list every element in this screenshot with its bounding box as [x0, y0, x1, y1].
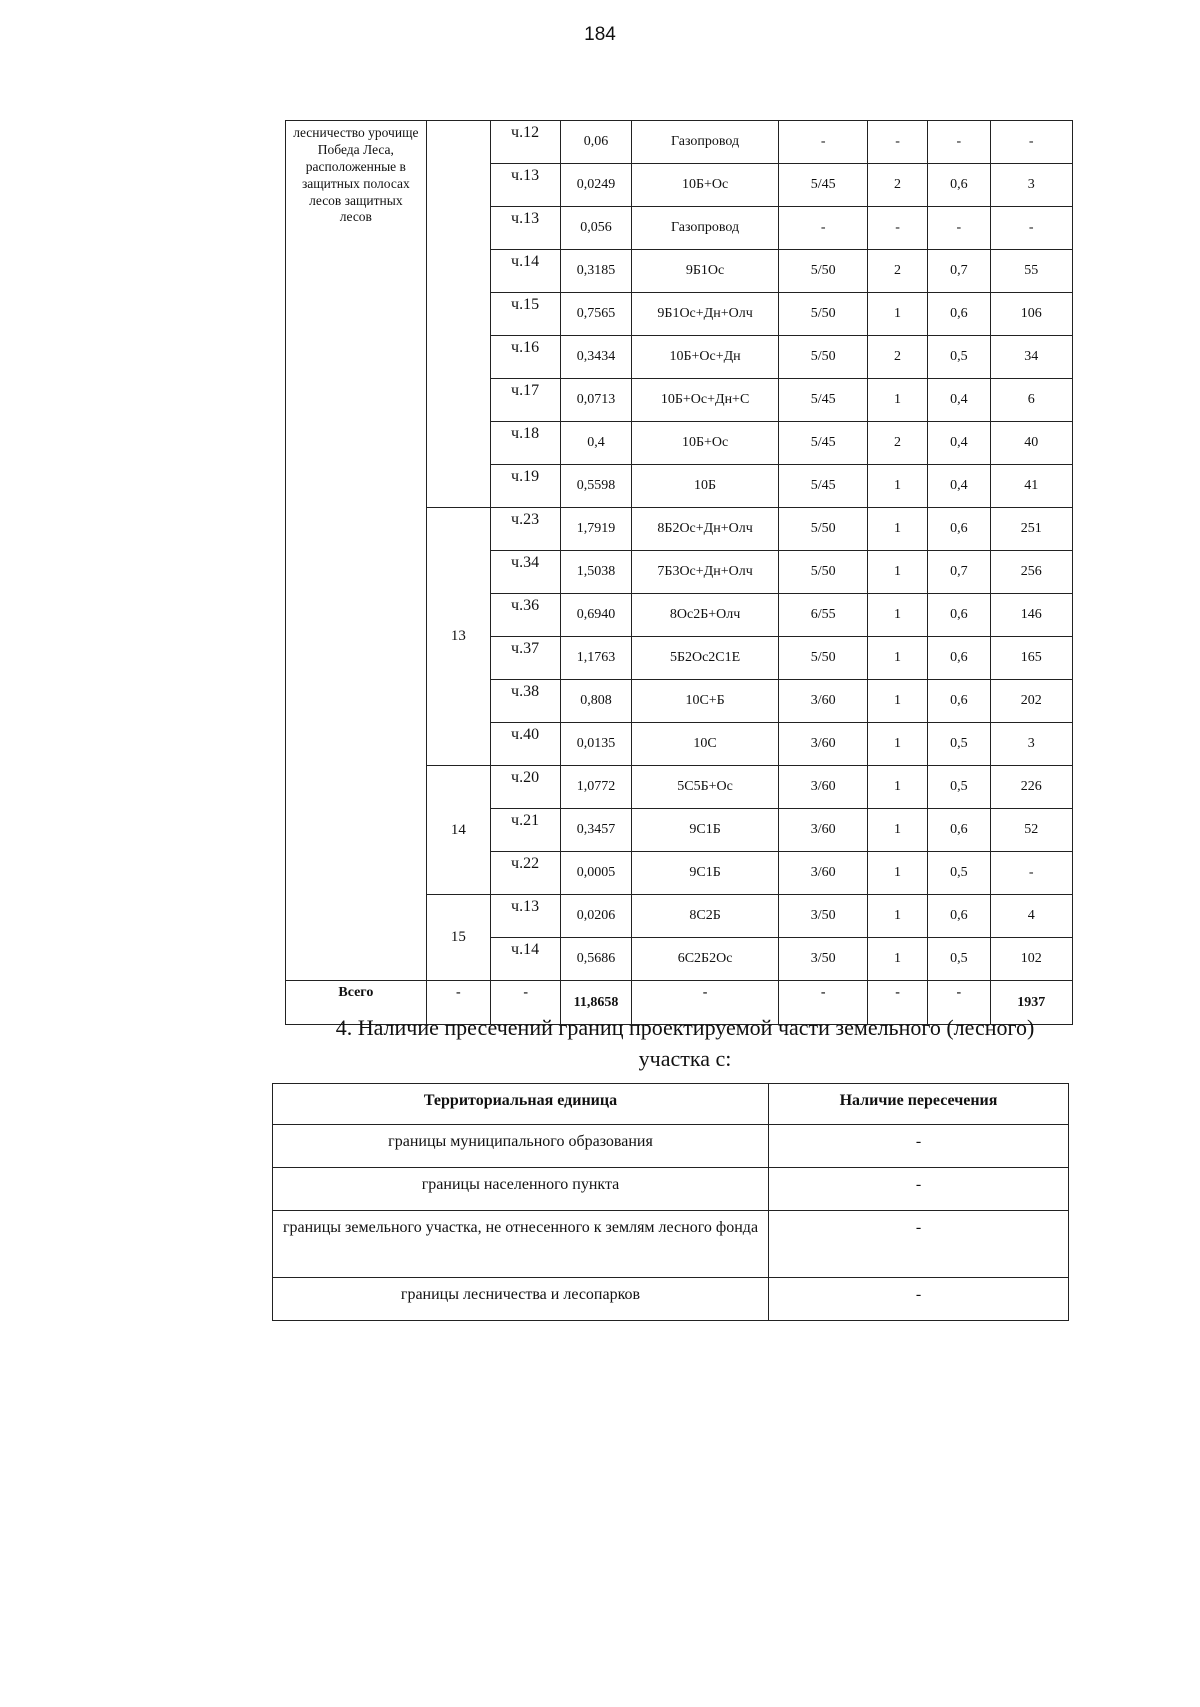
area-cell: 0,0249: [561, 164, 631, 207]
age-cell: 5/45: [779, 465, 867, 508]
intersection-table: [272, 1083, 1069, 1321]
age-cell: 5/50: [779, 637, 867, 680]
composition-cell: 8Б2Ос+Дн+Олч: [631, 508, 779, 551]
forest-allotment-table: [285, 120, 1073, 1025]
area-cell: 0,0206: [561, 895, 631, 938]
part-cell: ч.12: [491, 121, 561, 164]
volume-cell: 41: [990, 465, 1073, 508]
density-cell: 0,6: [928, 594, 990, 637]
density-cell: 0,5: [928, 852, 990, 895]
density-cell: 0,6: [928, 508, 990, 551]
area-cell: 0,6940: [561, 594, 631, 637]
quarter-cell: 14: [426, 766, 490, 895]
age-cell: 3/60: [779, 723, 867, 766]
part-cell: ч.18: [491, 422, 561, 465]
volume-cell: 3: [990, 723, 1073, 766]
age-cell: 3/60: [779, 766, 867, 809]
area-cell: 1,7919: [561, 508, 631, 551]
volume-cell: -: [990, 852, 1073, 895]
composition-cell: 7Б3Ос+Дн+Олч: [631, 551, 779, 594]
part-cell: ч.34: [491, 551, 561, 594]
bonitet-cell: 1: [867, 637, 927, 680]
composition-cell: 9Б1Ос: [631, 250, 779, 293]
composition-cell: 8С2Б: [631, 895, 779, 938]
total-area-cell: 11,8658: [561, 981, 631, 1025]
age-cell: 5/45: [779, 379, 867, 422]
part-cell: ч.21: [491, 809, 561, 852]
area-cell: 1,0772: [561, 766, 631, 809]
part-cell: ч.13: [491, 895, 561, 938]
part-cell: ч.23: [491, 508, 561, 551]
composition-cell: 9С1Б: [631, 809, 779, 852]
table-row: [273, 1168, 1069, 1211]
bonitet-cell: 1: [867, 465, 927, 508]
composition-cell: 5Б2Ос2С1Е: [631, 637, 779, 680]
part-cell: ч.14: [491, 938, 561, 981]
age-cell: 3/60: [779, 809, 867, 852]
volume-cell: -: [990, 121, 1073, 164]
composition-cell: 5С5Б+Ос: [631, 766, 779, 809]
volume-cell: -: [990, 207, 1073, 250]
density-cell: -: [928, 121, 990, 164]
composition-cell: 6С2Б2Ос: [631, 938, 779, 981]
total-density-cell: -: [928, 981, 990, 1025]
bonitet-cell: 1: [867, 895, 927, 938]
bonitet-cell: 1: [867, 938, 927, 981]
intersection-header-row: [273, 1084, 1069, 1125]
section-heading: [300, 1012, 1070, 1074]
density-cell: 0,6: [928, 164, 990, 207]
total-part-cell: -: [491, 981, 561, 1025]
density-cell: 0,5: [928, 723, 990, 766]
table-row: [273, 1278, 1069, 1321]
total-age-cell: -: [779, 981, 867, 1025]
composition-cell: 9Б1Ос+Дн+Олч: [631, 293, 779, 336]
part-cell: ч.19: [491, 465, 561, 508]
bonitet-cell: 1: [867, 379, 927, 422]
composition-cell: 10Б+Ос: [631, 164, 779, 207]
bonitet-cell: 1: [867, 293, 927, 336]
header-intersection: Наличие пересечения: [769, 1084, 1069, 1125]
volume-cell: 256: [990, 551, 1073, 594]
volume-cell: 34: [990, 336, 1073, 379]
age-cell: 5/50: [779, 551, 867, 594]
composition-cell: 10Б+Ос+Дн: [631, 336, 779, 379]
volume-cell: 52: [990, 809, 1073, 852]
area-cell: 1,5038: [561, 551, 631, 594]
age-cell: 3/60: [779, 852, 867, 895]
bonitet-cell: 2: [867, 336, 927, 379]
part-cell: ч.17: [491, 379, 561, 422]
part-cell: ч.36: [491, 594, 561, 637]
volume-cell: 165: [990, 637, 1073, 680]
density-cell: 0,4: [928, 422, 990, 465]
part-cell: ч.37: [491, 637, 561, 680]
part-cell: ч.16: [491, 336, 561, 379]
density-cell: 0,5: [928, 766, 990, 809]
table-row: [273, 1125, 1069, 1168]
area-cell: 0,7565: [561, 293, 631, 336]
part-cell: ч.20: [491, 766, 561, 809]
density-cell: -: [928, 207, 990, 250]
area-cell: 0,0135: [561, 723, 631, 766]
table-row: [286, 121, 1073, 164]
total-quarter-cell: -: [426, 981, 490, 1025]
density-cell: 0,4: [928, 379, 990, 422]
density-cell: 0,6: [928, 680, 990, 723]
bonitet-cell: 2: [867, 422, 927, 465]
table-row: [273, 1211, 1069, 1278]
area-cell: 1,1763: [561, 637, 631, 680]
volume-cell: 251: [990, 508, 1073, 551]
volume-cell: 202: [990, 680, 1073, 723]
density-cell: 0,5: [928, 336, 990, 379]
volume-cell: 40: [990, 422, 1073, 465]
bonitet-cell: 1: [867, 852, 927, 895]
bonitet-cell: -: [867, 207, 927, 250]
part-cell: ч.40: [491, 723, 561, 766]
composition-cell: Газопровод: [631, 207, 779, 250]
composition-cell: 10С+Б: [631, 680, 779, 723]
age-cell: 3/50: [779, 895, 867, 938]
quarter-cell: 13: [426, 508, 490, 766]
area-cell: 0,808: [561, 680, 631, 723]
intersection-cell: -: [769, 1125, 1069, 1168]
age-cell: 5/50: [779, 508, 867, 551]
bonitet-cell: 1: [867, 809, 927, 852]
section-heading-line-1: 4. Наличие пресечений границ проектируемой части земельного (лесного): [335, 1015, 1035, 1040]
territorial-unit-cell: границы муниципального образования: [273, 1125, 769, 1168]
volume-cell: 102: [990, 938, 1073, 981]
area-cell: 0,0713: [561, 379, 631, 422]
territorial-unit-cell: границы населенного пункта: [273, 1168, 769, 1211]
density-cell: 0,4: [928, 465, 990, 508]
composition-cell: 10Б: [631, 465, 779, 508]
territorial-unit-cell: границы земельного участка, не отнесенного к землям лесного фонда: [273, 1211, 769, 1278]
volume-cell: 3: [990, 164, 1073, 207]
age-cell: 5/50: [779, 250, 867, 293]
area-cell: 0,3457: [561, 809, 631, 852]
total-bonitet-cell: -: [867, 981, 927, 1025]
composition-cell: Газопровод: [631, 121, 779, 164]
area-cell: 0,3185: [561, 250, 631, 293]
area-cell: 0,3434: [561, 336, 631, 379]
header-territorial-unit: Территориальная единица: [273, 1084, 769, 1125]
density-cell: 0,6: [928, 293, 990, 336]
age-cell: 5/45: [779, 422, 867, 465]
bonitet-cell: 1: [867, 594, 927, 637]
forestry-cell: лесничество урочище Победа Леса, расположенные в защитных полосах лесов защитных лесов: [286, 121, 427, 981]
density-cell: 0,5: [928, 938, 990, 981]
age-cell: -: [779, 121, 867, 164]
total-composition-cell: -: [631, 981, 779, 1025]
volume-cell: 6: [990, 379, 1073, 422]
volume-cell: 55: [990, 250, 1073, 293]
territorial-unit-cell: границы лесничества и лесопарков: [273, 1278, 769, 1321]
total-volume-cell: 1937: [990, 981, 1073, 1025]
age-cell: 5/50: [779, 293, 867, 336]
part-cell: ч.22: [491, 852, 561, 895]
age-cell: 5/45: [779, 164, 867, 207]
page-number: 184: [584, 24, 616, 45]
bonitet-cell: 1: [867, 766, 927, 809]
bonitet-cell: 1: [867, 508, 927, 551]
age-cell: 3/50: [779, 938, 867, 981]
area-cell: 0,4: [561, 422, 631, 465]
part-cell: ч.15: [491, 293, 561, 336]
age-cell: 3/60: [779, 680, 867, 723]
volume-cell: 106: [990, 293, 1073, 336]
bonitet-cell: 2: [867, 250, 927, 293]
bonitet-cell: 2: [867, 164, 927, 207]
quarter-cell: [426, 121, 490, 508]
age-cell: 6/55: [779, 594, 867, 637]
part-cell: ч.13: [491, 207, 561, 250]
bonitet-cell: 1: [867, 551, 927, 594]
intersection-cell: -: [769, 1211, 1069, 1278]
density-cell: 0,6: [928, 895, 990, 938]
bonitet-cell: 1: [867, 680, 927, 723]
part-cell: ч.14: [491, 250, 561, 293]
bonitet-cell: -: [867, 121, 927, 164]
area-cell: 0,0005: [561, 852, 631, 895]
total-label-cell: Всего: [286, 981, 427, 1025]
composition-cell: 10С: [631, 723, 779, 766]
area-cell: 0,5598: [561, 465, 631, 508]
age-cell: -: [779, 207, 867, 250]
density-cell: 0,6: [928, 809, 990, 852]
composition-cell: 10Б+Ос+Дн+С: [631, 379, 779, 422]
bonitet-cell: 1: [867, 723, 927, 766]
volume-cell: 146: [990, 594, 1073, 637]
section-heading-line-2: участка с:: [638, 1046, 732, 1071]
part-cell: ч.38: [491, 680, 561, 723]
density-cell: 0,6: [928, 637, 990, 680]
age-cell: 5/50: [779, 336, 867, 379]
part-cell: ч.13: [491, 164, 561, 207]
volume-cell: 4: [990, 895, 1073, 938]
density-cell: 0,7: [928, 250, 990, 293]
density-cell: 0,7: [928, 551, 990, 594]
composition-cell: 10Б+Ос: [631, 422, 779, 465]
composition-cell: 9С1Б: [631, 852, 779, 895]
area-cell: 0,5686: [561, 938, 631, 981]
area-cell: 0,06: [561, 121, 631, 164]
intersection-cell: -: [769, 1278, 1069, 1321]
volume-cell: 226: [990, 766, 1073, 809]
area-cell: 0,056: [561, 207, 631, 250]
intersection-cell: -: [769, 1168, 1069, 1211]
quarter-cell: 15: [426, 895, 490, 981]
composition-cell: 8Ос2Б+Олч: [631, 594, 779, 637]
